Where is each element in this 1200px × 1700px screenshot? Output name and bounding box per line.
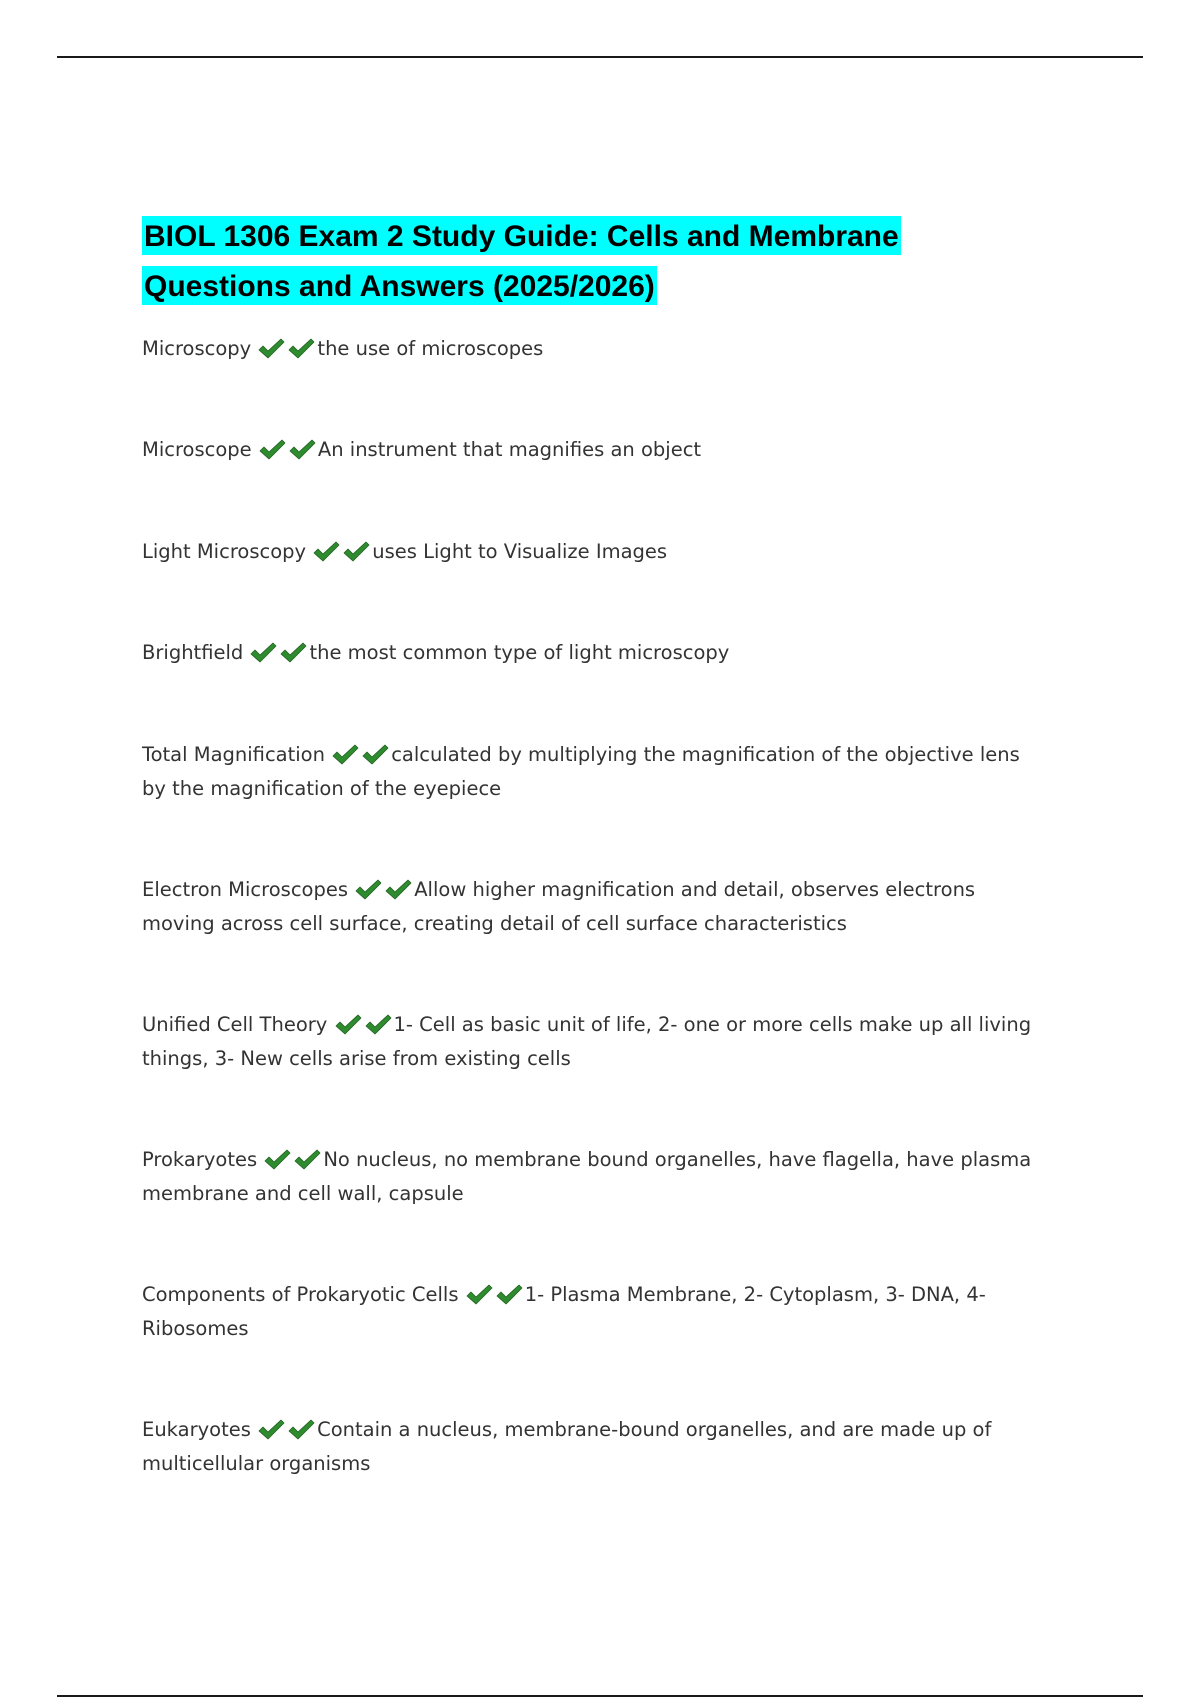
entry-microscopy — [142, 332, 1042, 366]
entry-term: Unified Cell Theory — [142, 1013, 328, 1036]
entry-term: Eukaryotes — [142, 1418, 251, 1441]
entry-definition: Allow higher magnification and detail, observes electrons moving across cell surface, creating detail of cell surface characteristics — [142, 878, 976, 935]
check-mark-icon — [334, 1013, 364, 1037]
title-line-1: BIOL 1306 Exam 2 Study Guide: Cells and Membrane — [144, 220, 899, 253]
page-title — [142, 212, 1042, 312]
entry-term: Microscope — [142, 438, 252, 461]
entry-definition: 1- Plasma Membrane, 2- Cytoplasm, 3- DNA, 4- Ribosomes — [142, 1283, 986, 1340]
check-mark-icon — [465, 1283, 495, 1307]
check-mark-icon — [354, 878, 384, 902]
double-check-icons — [263, 1148, 323, 1171]
entry-electron-microscopes — [142, 873, 1042, 941]
title-highlight — [142, 216, 901, 305]
entry-definition: the use of microscopes — [317, 337, 544, 360]
entry-definition: An instrument that magnifies an object — [317, 438, 702, 461]
double-check-icons — [312, 540, 372, 563]
entry-eukaryotes — [142, 1413, 1042, 1481]
entry-term: Electron Microscopes — [142, 878, 349, 901]
entry-term: Microscopy — [142, 337, 252, 360]
entry-definition: the most common type of light microscopy — [309, 641, 730, 664]
check-mark-icon — [257, 337, 287, 361]
entry-prokaryotes — [142, 1143, 1042, 1211]
title-line-2: Questions and Answers (2025/2026) — [144, 270, 655, 303]
double-check-icons — [465, 1283, 525, 1306]
entry-definition: calculated by multiplying the magnification of the objective lens by the magnification of the eyepiece — [142, 743, 1020, 800]
double-check-icons — [331, 743, 391, 766]
check-mark-icon — [293, 1148, 323, 1172]
entry-microscope — [142, 433, 1042, 467]
entry-definition: Contain a nucleus, membrane-bound organelles, and are made up of multicellular organisms — [142, 1418, 992, 1475]
check-mark-icon — [331, 743, 361, 767]
entry-brightfield — [142, 636, 1042, 670]
double-check-icons — [257, 337, 317, 360]
entry-term: Light Microscopy — [142, 540, 307, 563]
entry-term: Total Magnification — [142, 743, 325, 766]
entry-total-magnification — [142, 738, 1042, 806]
check-mark-icon — [279, 641, 309, 665]
check-mark-icon — [263, 1148, 293, 1172]
top-rule — [57, 56, 1143, 58]
double-check-icons — [249, 641, 309, 664]
check-mark-icon — [364, 1013, 394, 1037]
entry-definition: No nucleus, no membrane bound organelles, have flagella, have plasma membrane and cell wall, capsule — [142, 1148, 1032, 1205]
double-check-icons — [258, 438, 318, 461]
double-check-icons — [354, 878, 414, 901]
entry-term: Brightfield — [142, 641, 244, 664]
double-check-icons — [334, 1013, 394, 1036]
bottom-rule — [57, 1695, 1143, 1697]
check-mark-icon — [312, 540, 342, 564]
check-mark-icon — [342, 540, 372, 564]
check-mark-icon — [257, 1418, 287, 1442]
check-mark-icon — [287, 337, 317, 361]
check-mark-icon — [258, 438, 288, 462]
check-mark-icon — [361, 743, 391, 767]
check-mark-icon — [249, 641, 279, 665]
entry-term: Prokaryotes — [142, 1148, 258, 1171]
check-mark-icon — [288, 438, 318, 462]
entry-term: Components of Prokaryotic Cells — [142, 1283, 459, 1306]
check-mark-icon — [287, 1418, 317, 1442]
check-mark-icon — [495, 1283, 525, 1307]
check-mark-icon — [384, 878, 414, 902]
entry-definition: uses Light to Visualize Images — [372, 540, 668, 563]
entry-definition: 1- Cell as basic unit of life, 2- one or more cells make up all living things, 3- New cells arise from existing cells — [142, 1013, 1032, 1070]
entry-unified-cell-theory — [142, 1008, 1042, 1076]
entry-light-microscopy — [142, 535, 1042, 569]
entry-components-of-prokaryotic-cells — [142, 1278, 1042, 1346]
double-check-icons — [257, 1418, 317, 1441]
